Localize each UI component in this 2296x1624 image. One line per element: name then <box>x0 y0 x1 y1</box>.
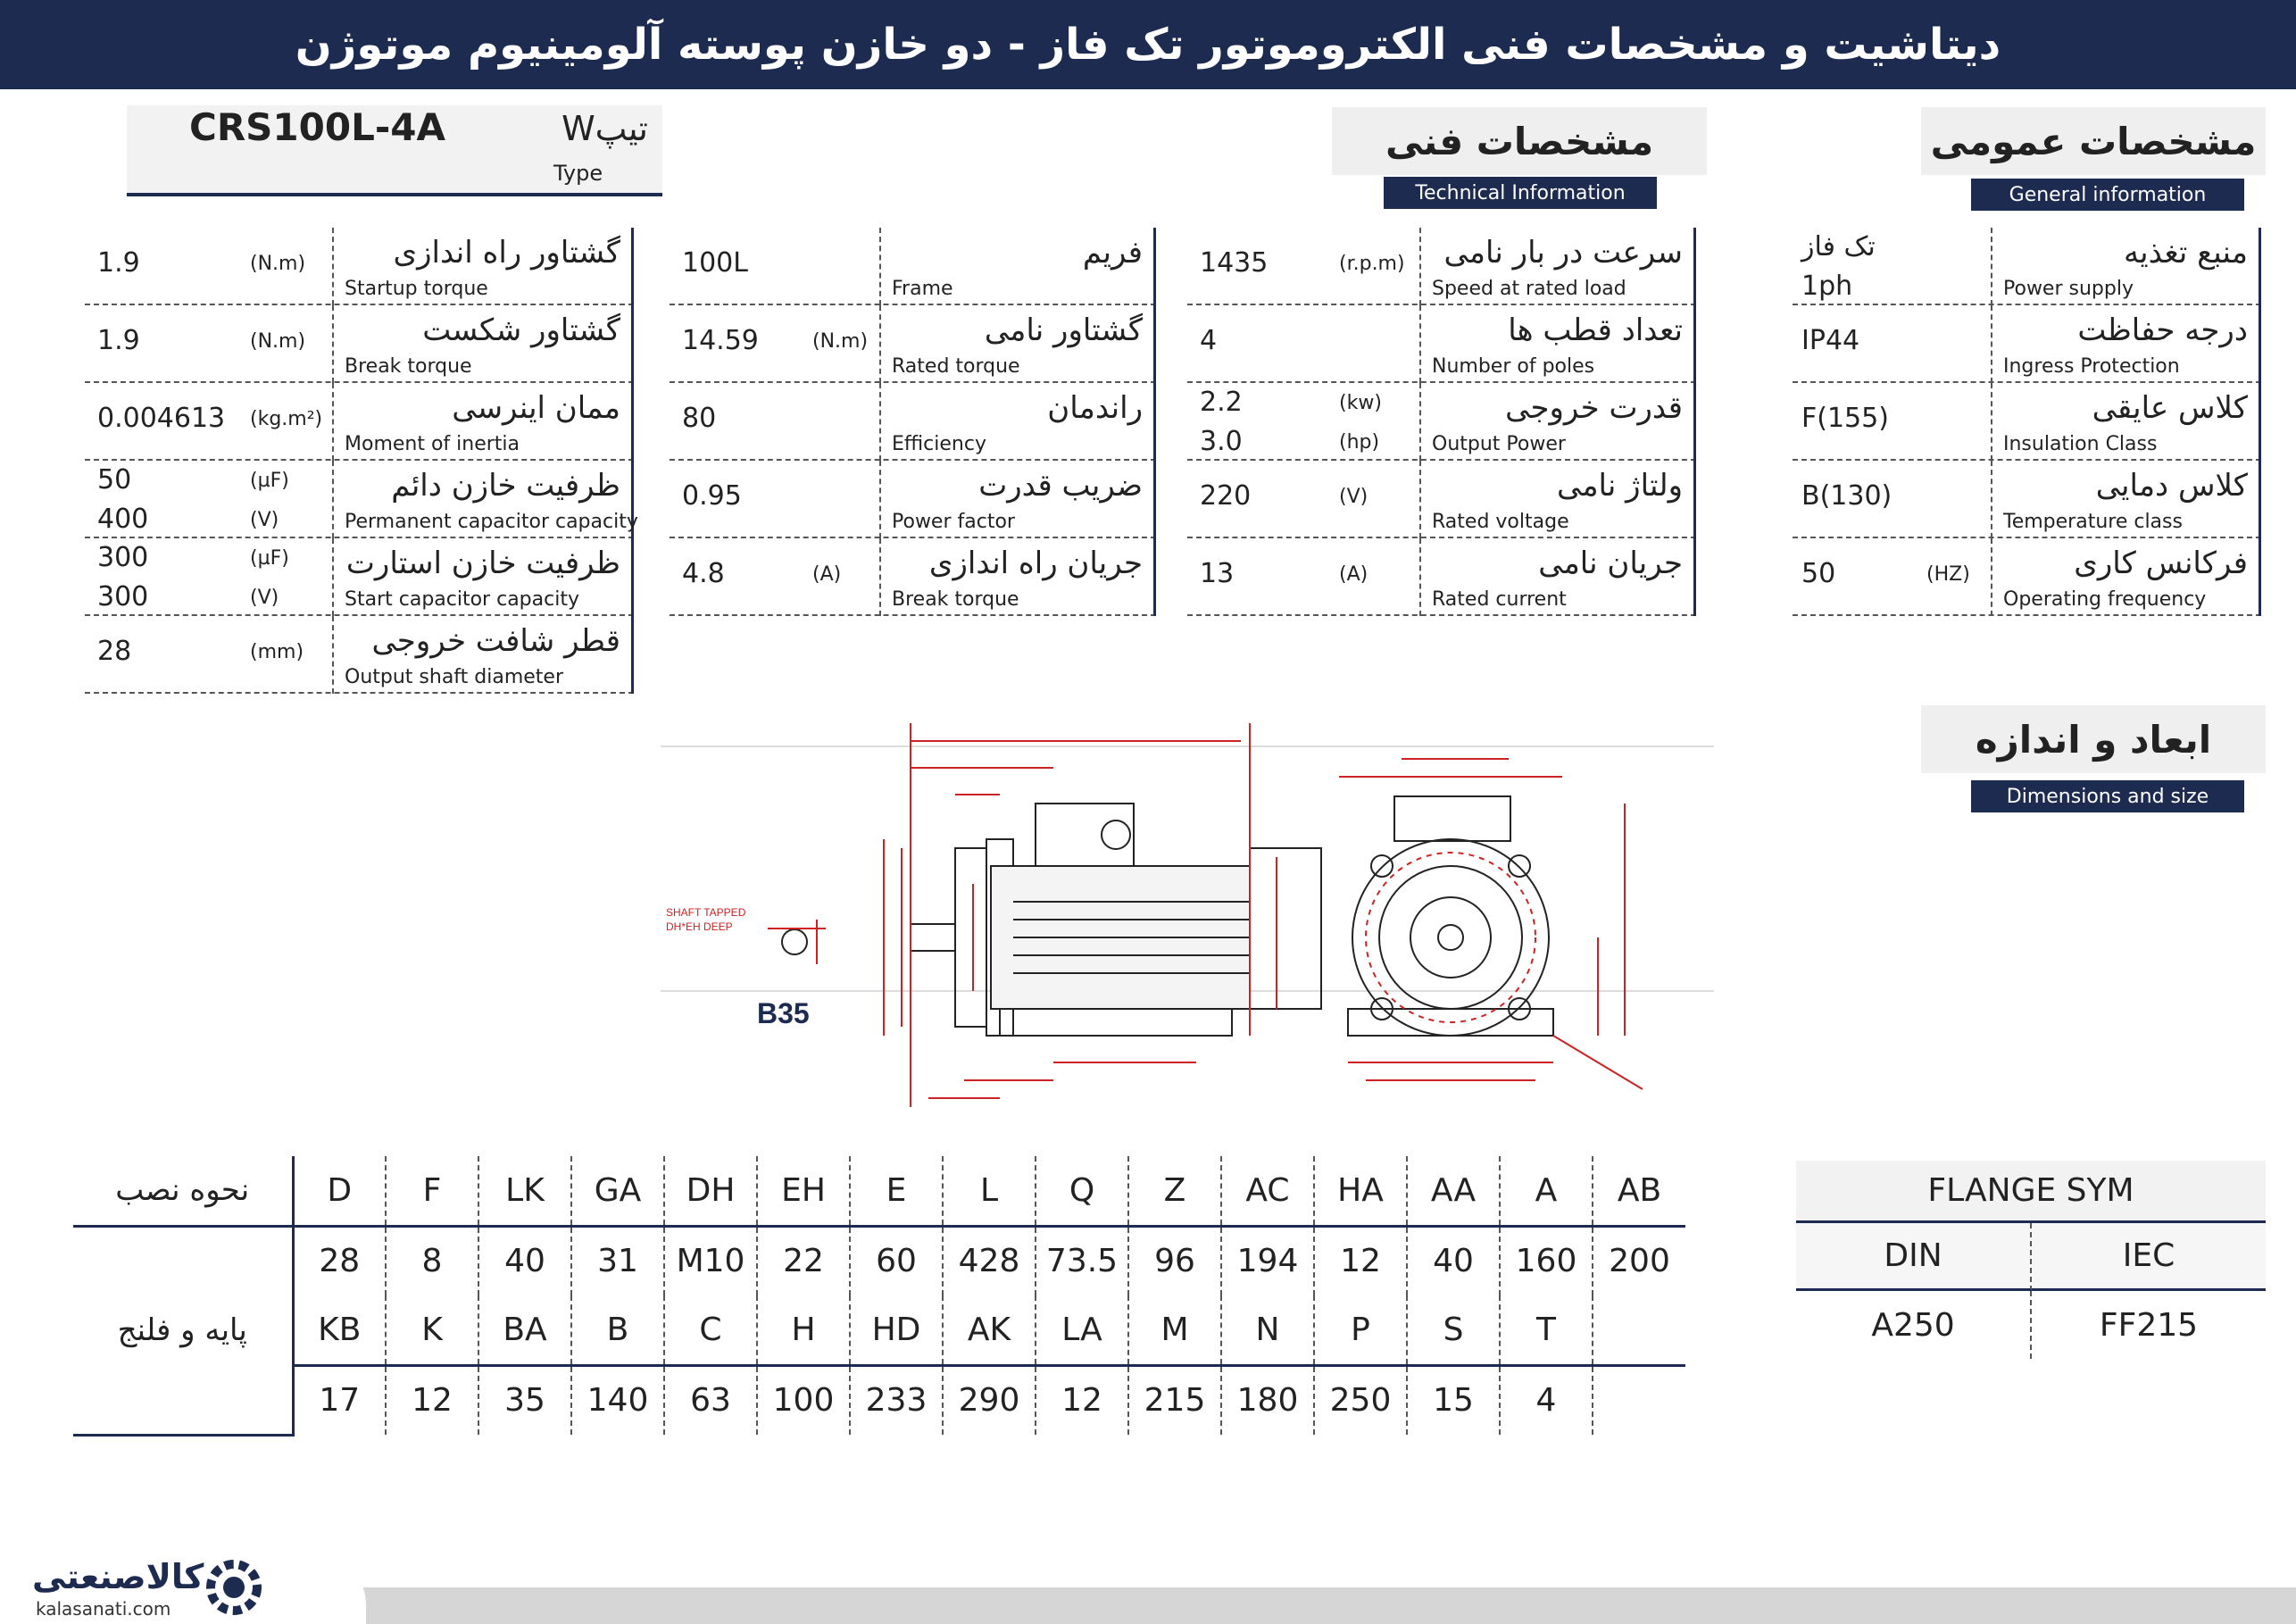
dimension-value: 15 <box>1407 1365 1500 1435</box>
spec-label-fa: سرعت در بار نامی <box>1443 235 1683 271</box>
dimension-header: C <box>664 1295 757 1365</box>
spec-row-col4-3 <box>1793 461 2261 538</box>
logo-website: kalasanati.com <box>36 1598 171 1620</box>
spec-label-fa: تعداد قطب ها <box>1508 312 1683 348</box>
dimension-header: LA <box>1036 1295 1128 1365</box>
gear-icon <box>198 1553 270 1621</box>
spec-row-col3-1 <box>1187 305 1696 383</box>
spec-label-en: Speed at rated load <box>1432 278 1626 300</box>
spec-label-fa: فرکانس کاری <box>2074 545 2248 581</box>
spec-value: 1.9 <box>97 247 140 279</box>
spec-unit: (A) <box>812 563 842 586</box>
dimension-value: 31 <box>571 1226 664 1295</box>
dimension-value: 215 <box>1128 1365 1221 1435</box>
technical-section-title: مشخصات فنی <box>1332 107 1707 175</box>
spec-label-cell <box>879 461 1156 538</box>
spec-label-cell <box>1991 383 2261 461</box>
spec-label-cell <box>332 538 634 616</box>
type-label-en: Type <box>553 161 603 186</box>
spec-label-cell <box>879 383 1156 461</box>
dimension-header: L <box>943 1156 1036 1226</box>
spec-label-fa: کلاس دمایی <box>2095 468 2248 504</box>
dimension-header: Z <box>1128 1156 1221 1226</box>
spec-label-cell <box>879 538 1156 616</box>
technical-section-subtitle: Technical Information <box>1384 177 1657 209</box>
dimension-header: S <box>1407 1295 1500 1365</box>
logo-area <box>0 1552 366 1624</box>
spec-unit: (mm) <box>250 641 304 663</box>
spec-label-cell <box>332 305 634 383</box>
general-section-subtitle: General information <box>1971 179 2244 211</box>
dimension-header: M <box>1128 1295 1221 1365</box>
spec-label-en: Number of poles <box>1432 355 1595 378</box>
dimension-header: BA <box>478 1295 571 1365</box>
spec-label-fa: درجه حفاظت <box>2077 312 2248 348</box>
spec-label-cell <box>1991 461 2261 538</box>
type-box <box>127 105 662 196</box>
spec-label-en: Efficiency <box>892 433 986 455</box>
logo-text: کالاصنعتی <box>32 1557 204 1596</box>
spec-value: IP44 <box>1801 325 1860 356</box>
dimension-value: 250 <box>1314 1365 1407 1435</box>
spec-label-cell <box>1419 538 1696 616</box>
flange-value-iec: FF215 <box>2099 1306 2199 1344</box>
spec-label-en: Temperature class <box>2003 511 2183 533</box>
spec-row-col1-1 <box>85 305 634 383</box>
spec-unit: (µF) <box>250 470 289 492</box>
spec-value: 13 <box>1200 558 1235 589</box>
spec-value: 2.2 <box>1200 387 1243 418</box>
dimension-value: 100 <box>757 1365 850 1435</box>
spec-label-fa: کلاس عایقی <box>2092 390 2248 426</box>
spec-value: 50 <box>97 464 132 496</box>
spec-label-fa: ولتاژ نامی <box>1557 468 1683 504</box>
spec-label-cell <box>879 228 1156 305</box>
mount-code-label: B35 <box>757 997 810 1029</box>
spec-label-cell <box>1419 461 1696 538</box>
dimension-header: EH <box>757 1156 850 1226</box>
spec-row-col2-4 <box>670 538 1156 616</box>
spec-value: 14.59 <box>682 325 759 356</box>
spec-row-col1-3 <box>85 461 638 538</box>
spec-label-fa: گشتاور راه اندازی <box>393 235 620 271</box>
dimension-value: 40 <box>478 1226 571 1295</box>
spec-label-cell <box>1419 383 1696 461</box>
dimension-value: 140 <box>571 1365 664 1435</box>
mount-header: نحوه نصب <box>73 1156 293 1226</box>
dimension-value: 12 <box>1314 1226 1407 1295</box>
spec-value: 220 <box>1200 480 1252 512</box>
spec-label-cell <box>332 461 638 538</box>
spec-row-col3-0 <box>1187 228 1696 305</box>
spec-value-2: 400 <box>97 504 149 535</box>
dimension-value: M10 <box>664 1226 757 1295</box>
dimension-header: N <box>1221 1295 1314 1365</box>
dimension-header: P <box>1314 1295 1407 1365</box>
dimension-value: 194 <box>1221 1226 1314 1295</box>
spec-row-col3-2 <box>1187 383 1696 461</box>
spec-row-col2-3 <box>670 461 1156 538</box>
spec-row-col2-1 <box>670 305 1156 383</box>
dimension-value: 60 <box>850 1226 943 1295</box>
dimension-header: F <box>386 1156 478 1226</box>
dimension-header: AB <box>1593 1156 1685 1226</box>
spec-row-col1-4 <box>85 538 634 616</box>
spec-value: 4 <box>1200 325 1218 356</box>
spec-label-fa: ظرفیت خازن استارت <box>345 545 620 581</box>
dimension-header: DH <box>664 1156 757 1226</box>
spec-label-fa: قطر شافت خروجی <box>371 623 620 659</box>
dimension-header: E <box>850 1156 943 1226</box>
spec-unit: (N.m) <box>250 330 306 353</box>
spec-label-en: Rated current <box>1432 588 1567 611</box>
spec-unit: (N.m) <box>812 330 869 353</box>
dimension-header: AA <box>1407 1156 1500 1226</box>
spec-label-cell <box>1419 228 1696 305</box>
front-view-dimensions <box>1339 759 1643 1089</box>
dimension-header: H <box>757 1295 850 1365</box>
dimension-header: Q <box>1036 1156 1128 1226</box>
spec-row-col4-1 <box>1793 305 2261 383</box>
spec-value: 0.95 <box>682 480 742 512</box>
dimension-value: 233 <box>850 1365 943 1435</box>
shaft-note-1: SHAFT TAPPED <box>666 906 746 919</box>
dimension-value: 96 <box>1128 1226 1221 1295</box>
type-label-fa: تیپW <box>562 109 648 148</box>
spec-value: 1.9 <box>97 325 140 356</box>
spec-value: 4.8 <box>682 558 725 589</box>
spec-value: 28 <box>97 636 132 667</box>
flange-col-din: DIN <box>1796 1223 2032 1291</box>
dimension-header: HA <box>1314 1156 1407 1226</box>
spec-row-col2-2 <box>670 383 1156 461</box>
spec-row-col2-0 <box>670 228 1156 305</box>
spec-label-fa: جریان راه اندازی <box>928 545 1143 581</box>
spec-value: 80 <box>682 403 717 434</box>
spec-unit-2: (V) <box>250 509 279 531</box>
dimension-header: K <box>386 1295 478 1365</box>
dimension-value: 4 <box>1500 1365 1593 1435</box>
spec-unit: (N.m) <box>250 253 306 275</box>
motor-dimension-drawing <box>661 723 1714 1116</box>
spec-row-col3-4 <box>1187 538 1696 616</box>
spec-row-col1-2 <box>85 383 634 461</box>
spec-label-cell <box>1991 228 2261 305</box>
flange-col-iec: IEC <box>2032 1223 2266 1291</box>
spec-label-en: Operating frequency <box>2003 588 2207 611</box>
mount-value: پایه و فلنج <box>73 1226 293 1435</box>
spec-unit-2: (hp) <box>1339 431 1380 454</box>
spec-label-fa: ممان اینرسی <box>452 390 620 426</box>
dimension-value: 28 <box>293 1226 386 1295</box>
dimension-value: 63 <box>664 1365 757 1435</box>
dimension-value: 12 <box>386 1365 478 1435</box>
spec-label-en: Rated torque <box>892 355 1020 378</box>
shaft-detail <box>768 920 826 964</box>
dimension-value: 160 <box>1500 1226 1593 1295</box>
spec-value: 100L <box>682 247 748 279</box>
dimension-value: 17 <box>293 1365 386 1435</box>
dimensions-section-title: ابعاد و اندازه <box>1921 705 2266 773</box>
spec-label-cell <box>1991 305 2261 383</box>
spec-label-en: Output shaft diameter <box>345 666 564 688</box>
spec-label-en: Ingress Protection <box>2003 355 2180 378</box>
spec-value: تک فاز <box>1801 231 1876 262</box>
spec-label-en: Break torque <box>892 588 1019 611</box>
spec-label-en: Output Power <box>1432 433 1566 455</box>
spec-label-en: Power supply <box>2003 278 2134 300</box>
dimension-header: D <box>293 1156 386 1226</box>
shaft-note-2: DH*EH DEEP <box>666 920 733 933</box>
spec-value: 50 <box>1801 558 1836 589</box>
model-code: CRS100L-4A <box>189 105 446 149</box>
dimension-header <box>1593 1295 1685 1365</box>
spec-label-cell <box>879 305 1156 383</box>
spec-label-en: Permanent capacitor capacity <box>345 511 638 533</box>
flange-value-din: A250 <box>1796 1291 2032 1359</box>
spec-unit: (µF) <box>250 547 289 570</box>
flange-table <box>1796 1161 2266 1359</box>
spec-label-fa: راندمان <box>1047 390 1143 426</box>
spec-label-fa: جریان نامی <box>1538 545 1683 581</box>
spec-label-en: Insulation Class <box>2003 433 2158 455</box>
dimension-value <box>1593 1365 1685 1435</box>
dimension-header: AC <box>1221 1156 1314 1226</box>
spec-value: 1435 <box>1200 247 1269 279</box>
spec-label-cell <box>1991 538 2261 616</box>
spec-label-cell <box>332 228 634 305</box>
dimension-header: A <box>1500 1156 1593 1226</box>
spec-row-col4-4 <box>1793 538 2261 616</box>
dimension-value: 40 <box>1407 1226 1500 1295</box>
spec-label-en: Frame <box>892 278 953 300</box>
spec-unit: (V) <box>1339 486 1368 508</box>
dimension-header: KB <box>293 1295 386 1365</box>
spec-row-col1-0 <box>85 228 634 305</box>
front-view <box>1348 796 1553 1036</box>
spec-value-2: 1ph <box>1801 271 1853 302</box>
dimension-value: 22 <box>757 1226 850 1295</box>
page-title: دیتاشیت و مشخصات فنی الکتروموتور تک فاز - دو خازن پوسته آلومینیوم موتوژن <box>0 0 2296 89</box>
flange-title: FLANGE SYM <box>1796 1161 2266 1223</box>
dimension-value: 8 <box>386 1226 478 1295</box>
spec-value: 300 <box>97 542 149 573</box>
spec-label-fa: گشتاور شکست <box>422 312 620 348</box>
spec-row-col4-0 <box>1793 228 2261 305</box>
spec-label-fa: ظرفیت خازن دائم <box>391 468 620 504</box>
spec-unit-2: (V) <box>250 587 279 609</box>
spec-label-en: Startup torque <box>345 278 488 300</box>
spec-label-fa: ضریب قدرت <box>978 468 1143 504</box>
dimension-value: 12 <box>1036 1365 1128 1435</box>
spec-value: F(155) <box>1801 403 1889 434</box>
dimension-header: B <box>571 1295 664 1365</box>
general-section-title: مشخصات عمومی <box>1921 107 2266 175</box>
spec-unit: (A) <box>1339 563 1368 586</box>
spec-label-cell <box>332 616 634 694</box>
dimension-value: 180 <box>1221 1365 1314 1435</box>
spec-value-2: 300 <box>97 581 149 612</box>
dimensions-section-subtitle: Dimensions and size <box>1971 780 2244 812</box>
spec-label-fa: منبع تغذیه <box>2123 235 2248 271</box>
spec-label-en: Power factor <box>892 511 1015 533</box>
spec-unit: (kw) <box>1339 392 1382 414</box>
dimension-header: AK <box>943 1295 1036 1365</box>
dimension-header: GA <box>571 1156 664 1226</box>
spec-unit: (HZ) <box>1926 563 1970 586</box>
dimension-table <box>73 1156 1685 1437</box>
spec-row-col3-3 <box>1187 461 1696 538</box>
dimension-value: 73.5 <box>1036 1226 1128 1295</box>
spec-label-fa: گشتاور نامی <box>984 312 1143 348</box>
spec-value-2: 3.0 <box>1200 426 1243 457</box>
spec-label-en: Rated voltage <box>1432 511 1569 533</box>
spec-label-cell <box>332 383 634 461</box>
dimension-value: 428 <box>943 1226 1036 1295</box>
spec-label-cell <box>1419 305 1696 383</box>
dimension-value: 290 <box>943 1365 1036 1435</box>
dimension-header: T <box>1500 1295 1593 1365</box>
dimension-value: 200 <box>1593 1226 1685 1295</box>
spec-label-fa: قدرت خروجی <box>1505 390 1683 426</box>
spec-label-fa: فریم <box>1082 235 1143 271</box>
spec-unit: (kg.m²) <box>250 408 323 430</box>
dimension-value: 35 <box>478 1365 571 1435</box>
dimension-header: HD <box>850 1295 943 1365</box>
spec-value: B(130) <box>1801 480 1893 512</box>
spec-row-col1-5 <box>85 616 634 694</box>
spec-label-en: Break torque <box>345 355 472 378</box>
spec-unit: (r.p.m) <box>1339 253 1405 275</box>
spec-label-en: Moment of inertia <box>345 433 520 455</box>
spec-row-col4-2 <box>1793 383 2261 461</box>
spec-label-en: Start capacitor capacity <box>345 588 579 611</box>
dimension-header: LK <box>478 1156 571 1226</box>
spec-value: 0.004613 <box>97 403 226 434</box>
